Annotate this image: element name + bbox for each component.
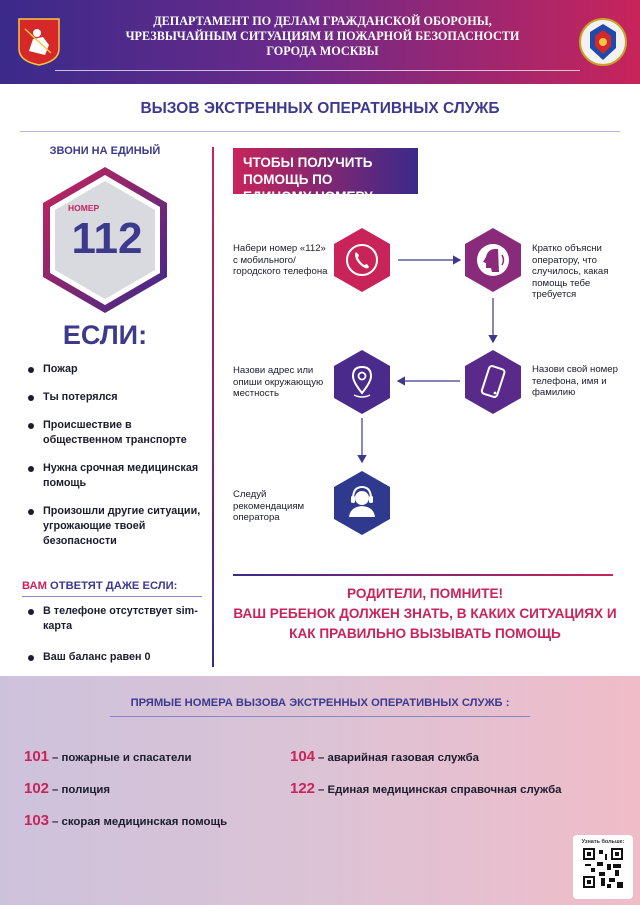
- number-label: – полиция: [52, 784, 110, 796]
- number-label: – аварийная газовая служба: [318, 752, 479, 764]
- list-item: В телефоне отсутствует sim-карта: [28, 604, 208, 634]
- number-entry-122: [290, 780, 561, 797]
- number-entry-104: [290, 748, 479, 765]
- step-4-text: Назови адрес или опиши окружающую местность: [233, 365, 324, 399]
- parents-reminder: [215, 584, 635, 644]
- department-title-line: ЧРЕЗВЫЧАЙНЫМ СИТУАЦИЯМ И ПОЖАРНОЙ БЕЗОПАСНОСТИ: [125, 29, 520, 43]
- list-item: Ты потерялся: [28, 390, 208, 405]
- parents-reminder-line: РОДИТЕЛИ, ПОМНИТЕ!: [346, 586, 504, 601]
- page-title: ВЫЗОВ ЭКСТРЕННЫХ ОПЕРАТИВНЫХ СЛУЖБ: [140, 100, 500, 117]
- phone-icon: [333, 227, 391, 293]
- department-title-line: ГОРОДА МОСКВЫ: [266, 44, 379, 58]
- list-item: Произошли другие ситуации, угрожающие твоей безопасности: [28, 504, 208, 549]
- direct-numbers-title: ПРЯМЫЕ НОМЕРА ВЫЗОВА ЭКСТРЕННЫХ ОПЕРАТИВНЫХ СЛУЖБ :: [130, 697, 510, 709]
- moscow-coat-of-arms-icon: [17, 17, 61, 67]
- step-5-text: Следуй рекомендациям оператора: [233, 489, 305, 523]
- header-divider: [55, 70, 580, 71]
- list-item: Нужна срочная медицинская помощь: [28, 461, 208, 491]
- title-underline: [20, 131, 620, 132]
- answer-title-rest: ОТВЕТЯТ ДАЖЕ ЕСЛИ:: [46, 580, 178, 592]
- step-3-text: Назови свой номер телефона, имя и фамилию: [532, 364, 618, 398]
- operator-headset-icon: [333, 470, 391, 536]
- emergency-number: 112: [71, 214, 143, 263]
- number-entry-102: [24, 780, 110, 797]
- location-pin-icon: [333, 349, 391, 415]
- step-1-text: Набери номер «112» с мобильного/ городского телефона: [233, 243, 328, 277]
- call-label: ЗВОНИ НА ЕДИНЫЙ: [49, 145, 161, 157]
- parents-reminder-line: ВАШ РЕБЕНОК ДОЛЖЕН ЗНАТЬ, В КАКИХ СИТУАЦИЯХ И: [233, 606, 617, 621]
- header-banner: [0, 0, 640, 84]
- answers-list: [28, 604, 208, 681]
- list-item: Ваш баланс равен 0: [28, 650, 208, 665]
- direct-numbers-underline: [110, 716, 530, 717]
- help-banner-line: ЧТОБЫ ПОЛУЧИТЬ ПОМОЩЬ ПО: [243, 155, 373, 187]
- speaking-head-icon: [464, 227, 522, 293]
- qr-label: Узнать больше:: [581, 839, 625, 845]
- list-item: Пожар: [28, 362, 208, 377]
- department-title: [95, 14, 550, 59]
- number-entry-101: [24, 748, 192, 765]
- number-code: 103: [24, 812, 50, 829]
- number-label: – скорая медицинская помощь: [52, 816, 228, 828]
- answer-underline: [22, 596, 202, 597]
- conditions-list: [28, 362, 208, 562]
- department-emblem-icon: [578, 14, 628, 70]
- number-code: 104: [290, 748, 316, 765]
- number-label: – пожарные и спасатели: [52, 752, 192, 764]
- qr-code-icon[interactable]: [583, 848, 623, 888]
- list-item: Происшествие в общественном транспорте: [28, 418, 208, 448]
- answer-title-highlight: ВАМ: [22, 580, 47, 592]
- parents-reminder-line: КАК ПРАВИЛЬНО ВЫЗЫВАТЬ ПОМОЩЬ: [289, 626, 561, 641]
- answer-title: [22, 580, 202, 592]
- number-label: НОМЕР: [68, 203, 100, 213]
- number-code: 122: [290, 780, 316, 797]
- step-2-text: Кратко объясни оператору, что случилось, какая помощь тебе требуется: [532, 243, 609, 300]
- help-banner: [233, 148, 418, 204]
- help-banner-line: ЕДИНОМУ НОМЕРУ:: [243, 189, 377, 204]
- smartphone-icon: [464, 349, 522, 415]
- if-title: ЕСЛИ:: [62, 320, 148, 350]
- number-label: – Единая медицинская справочная служба: [318, 784, 562, 796]
- emergency-number-hexagon: [40, 165, 170, 315]
- number-entry-103: [24, 812, 227, 829]
- department-title-line: ДЕПАРТАМЕНТ ПО ДЕЛАМ ГРАЖДАНСКОЙ ОБОРОНЫ,: [153, 14, 492, 28]
- parents-divider: [233, 574, 613, 576]
- number-code: 102: [24, 780, 50, 797]
- number-code: 101: [24, 748, 50, 765]
- column-divider: [212, 147, 214, 667]
